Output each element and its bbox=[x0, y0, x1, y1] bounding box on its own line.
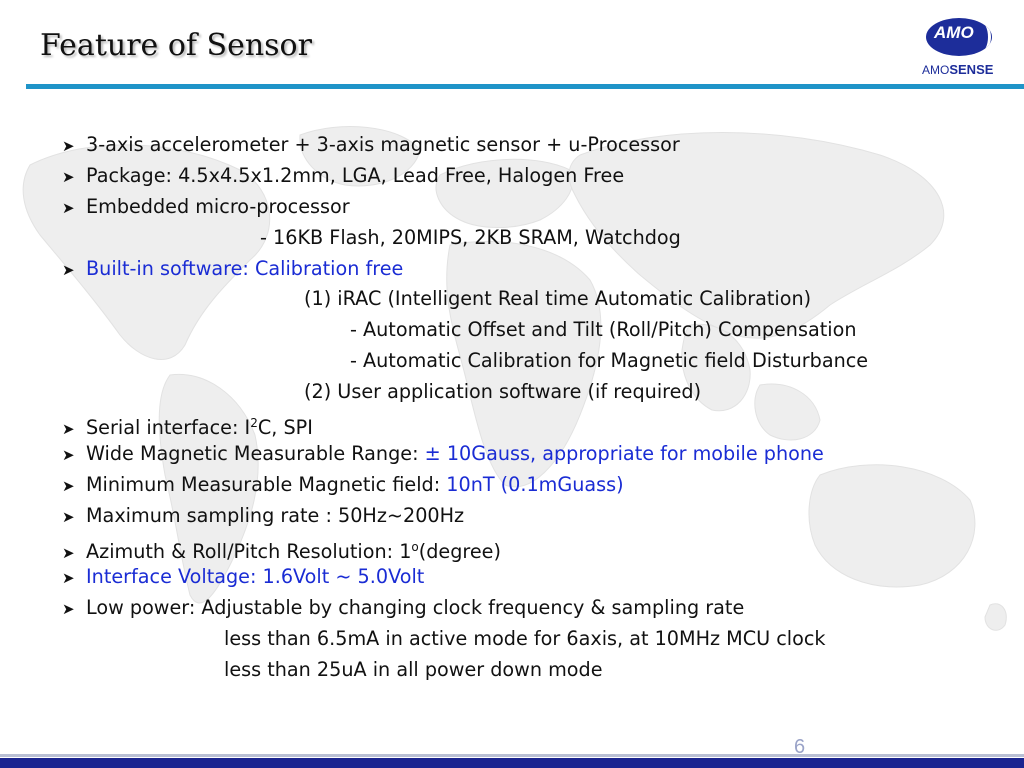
list-sub-item: - Automatic Calibration for Magnetic field Disturbance bbox=[350, 349, 869, 373]
amo-logo-badge-icon bbox=[926, 18, 992, 56]
list-item: ➤ Interface Voltage: 1.6Volt ~ 5.0Volt bbox=[62, 562, 1002, 593]
list-item: ➤ Low power: Adjustable by changing clock frequency & sampling rate bbox=[62, 593, 1002, 624]
arrowhead-bullet-icon: ➤ bbox=[62, 543, 75, 562]
list-sub-item: less than 6.5mA in active mode for 6axis, at 10MHz MCU clock bbox=[224, 627, 826, 651]
logo-caption-prefix: AMO bbox=[922, 63, 950, 77]
footer-bar bbox=[0, 758, 1024, 768]
arrowhead-bullet-icon: ➤ bbox=[62, 167, 75, 186]
arrowhead-bullet-icon: ➤ bbox=[62, 420, 75, 439]
list-item: ➤ Embedded micro-processor bbox=[62, 192, 1002, 223]
list-item: ➤ Azimuth & Roll/Pitch Resolution: 1$^o$(degree) bbox=[62, 532, 1002, 563]
list-sub-item: (1) iRAC (Intelligent Real time Automatic Calibration) bbox=[304, 287, 812, 311]
list-item: ➤ Minimum Measurable Magnetic field: 10nT (0.1mGuass) bbox=[62, 470, 1002, 501]
list-sub-item: - Automatic Offset and Tilt (Roll/Pitch) Compensation bbox=[350, 318, 857, 342]
footer-light-rule bbox=[0, 754, 1024, 757]
feature-list bbox=[62, 130, 1002, 686]
arrowhead-bullet-icon: ➤ bbox=[62, 507, 75, 526]
arrowhead-bullet-icon: ➤ bbox=[62, 569, 75, 588]
page-number: 6 bbox=[794, 736, 806, 758]
title-underline-rule bbox=[26, 84, 1024, 89]
list-sub-item: less than 25uA in all power down mode bbox=[224, 658, 603, 682]
arrowhead-bullet-icon: ➤ bbox=[62, 260, 75, 279]
arrowhead-bullet-icon: ➤ bbox=[62, 600, 75, 619]
list-sub-item: - 16KB Flash, 20MIPS, 2KB SRAM, Watchdog bbox=[260, 225, 681, 249]
list-item: ➤ Serial interface: $I^2C$, SPI bbox=[62, 408, 1002, 439]
logo-caption bbox=[922, 62, 993, 77]
logo-caption-suffix: SENSE bbox=[949, 62, 994, 77]
arrowhead-bullet-icon: ➤ bbox=[62, 137, 75, 155]
list-sub-item: (2) User application software (if required) bbox=[304, 380, 702, 404]
arrowhead-bullet-icon: ➤ bbox=[62, 198, 75, 217]
slide-title: Feature of Sensor bbox=[40, 28, 312, 63]
amosense-logo bbox=[912, 18, 1012, 80]
list-item: ➤ 3-axis accelerometer + 3-axis magnetic sensor + u-Processor bbox=[62, 130, 1002, 161]
arrowhead-bullet-icon: ➤ bbox=[62, 476, 75, 495]
list-item: ➤ Built-in software: Calibration free bbox=[62, 254, 1002, 285]
list-item: ➤ Package: 4.5x4.5x1.2mm, LGA, Lead Free, Halogen Free bbox=[62, 161, 1002, 192]
logo-swoosh-icon bbox=[970, 22, 991, 52]
list-item: ➤ Wide Magnetic Measurable Range: ± 10Gauss, appropriate for mobile phone bbox=[62, 439, 1002, 470]
list-item: ➤ Maximum sampling rate : 50Hz~200Hz bbox=[62, 501, 1002, 532]
logo-badge-text: AMO bbox=[934, 23, 974, 42]
arrowhead-bullet-icon: ➤ bbox=[62, 445, 75, 464]
